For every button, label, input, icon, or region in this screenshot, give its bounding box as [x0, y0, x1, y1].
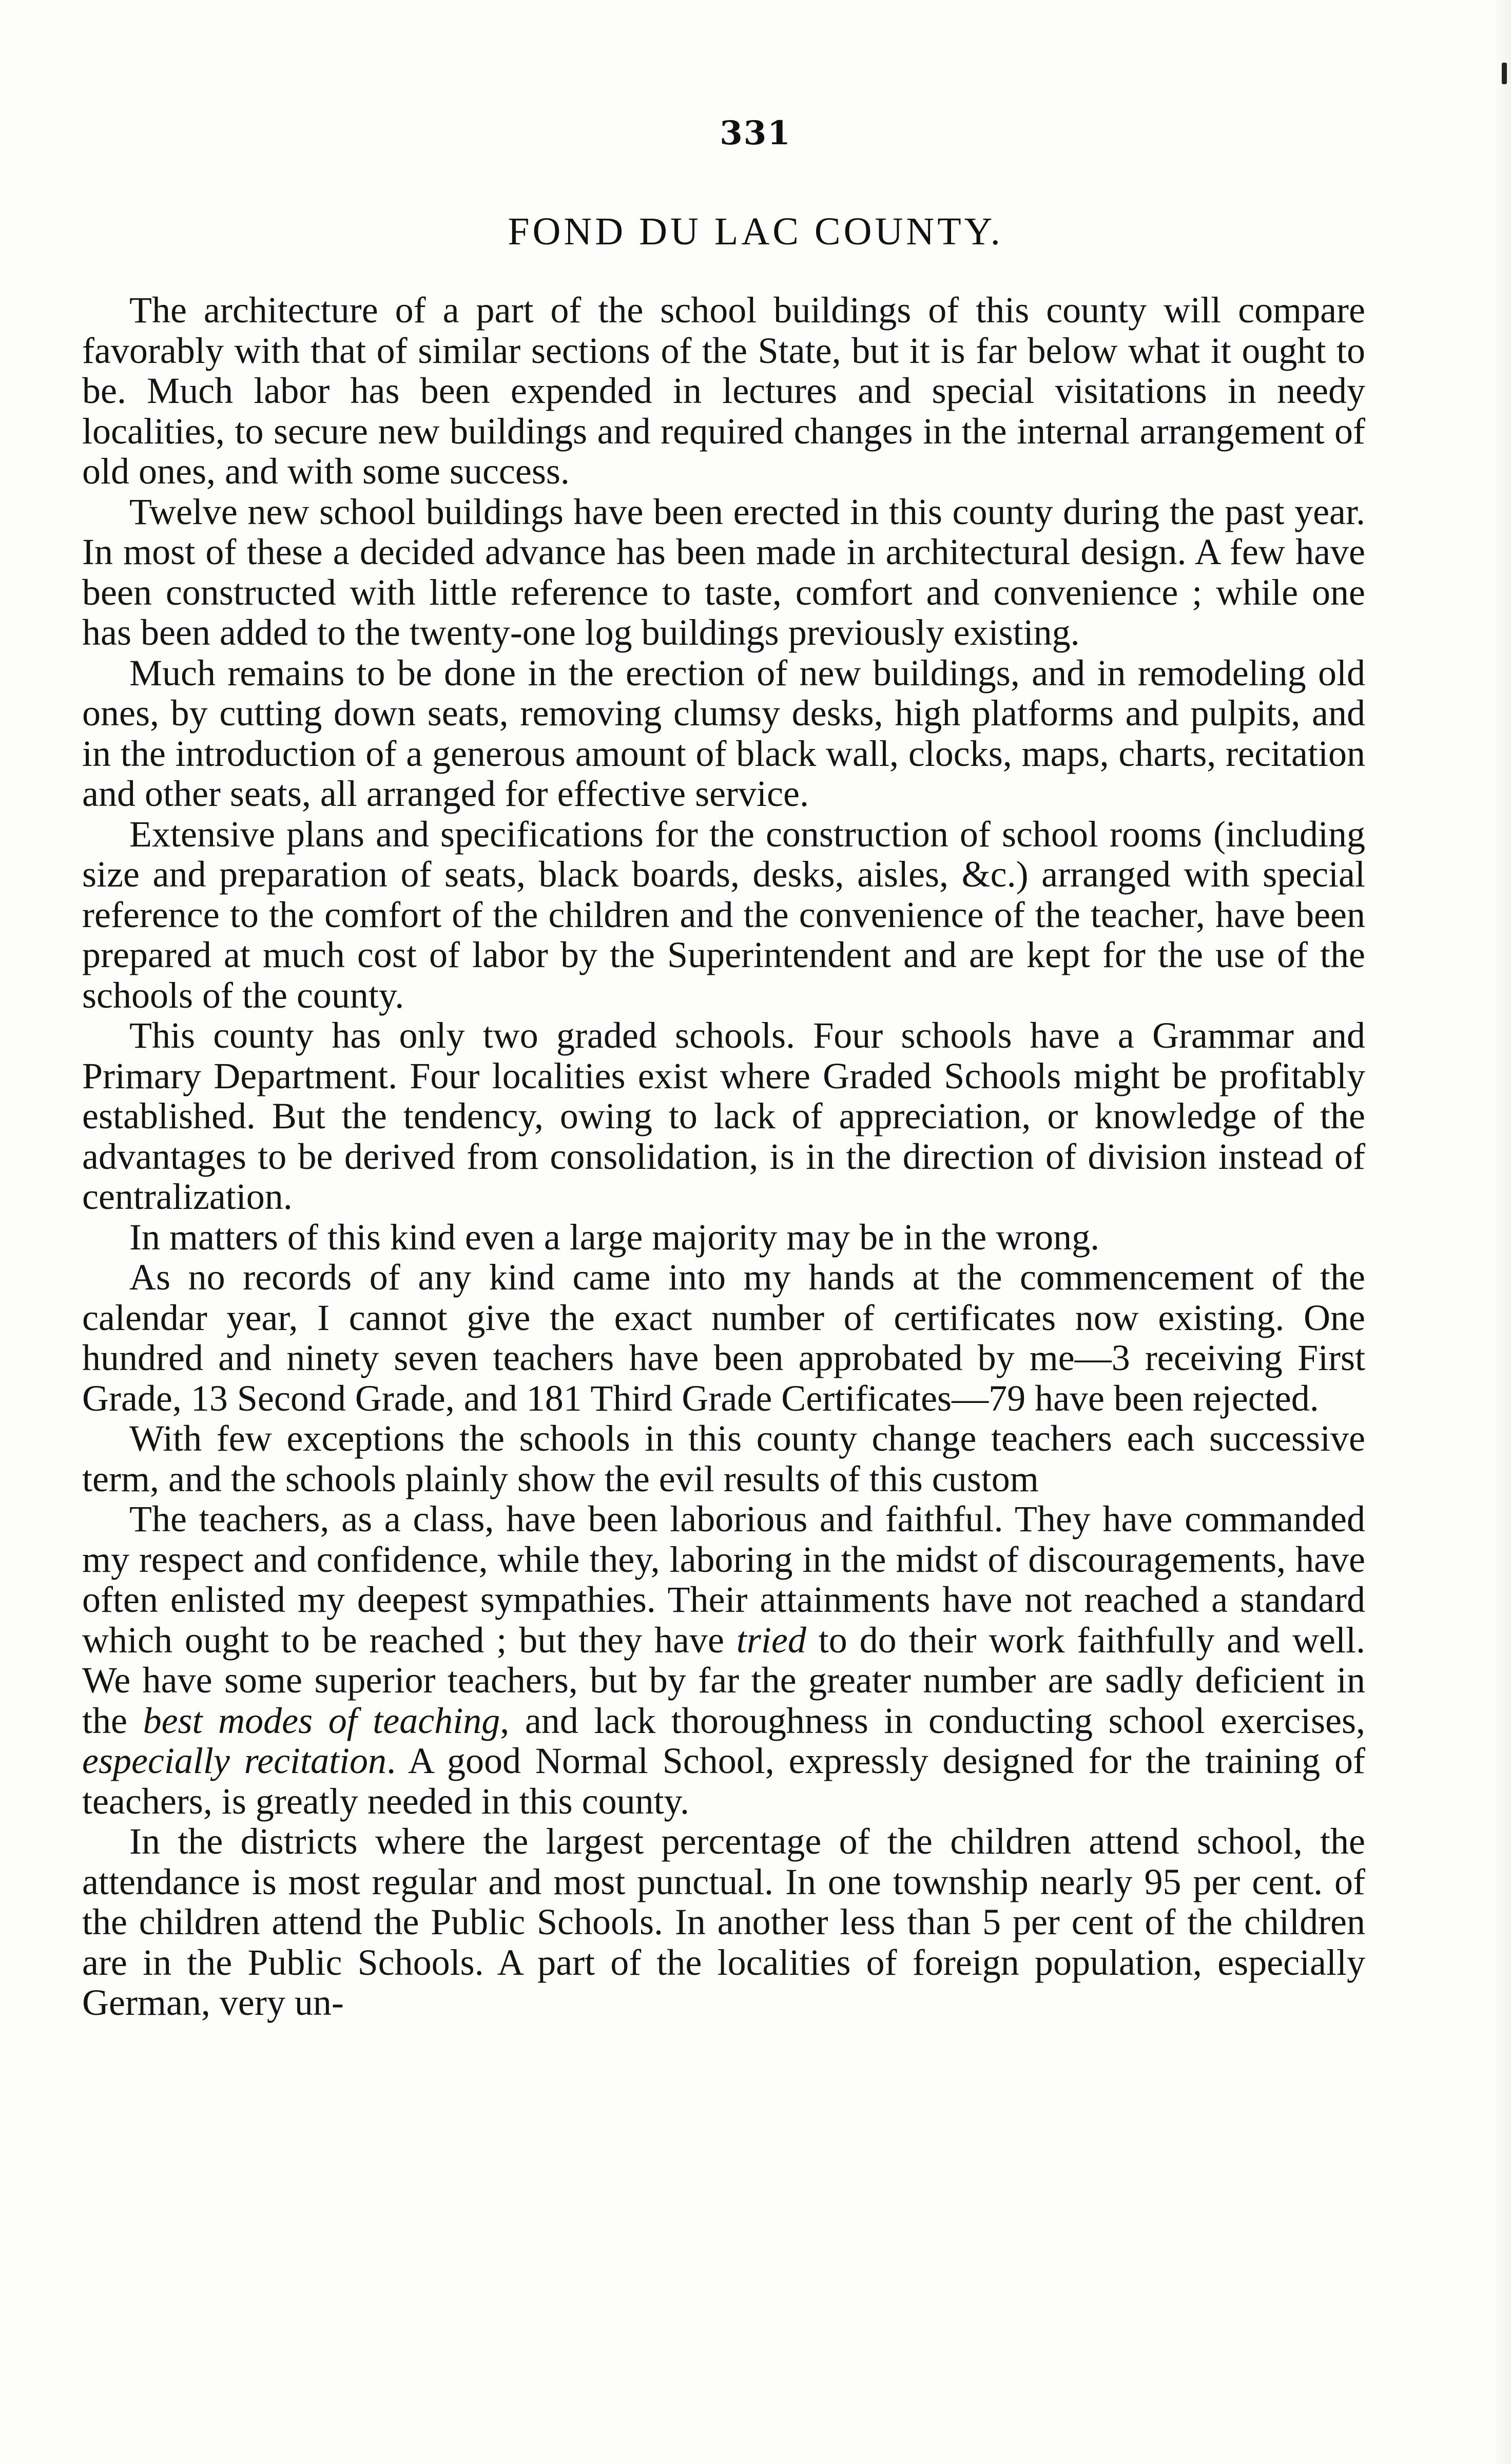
section-title: FOND DU LAC COUNTY. — [508, 210, 1003, 253]
italic-phrase: especially recitation — [82, 1740, 387, 1781]
italic-phrase: tried — [736, 1619, 806, 1661]
paragraph-change-teachers: With few exceptions the schools in this county change teachers each successive term, and the schools plainly show the evil results of this custom — [82, 1418, 1365, 1499]
paragraph-majority: In matters of this kind even a large majority may be in the wrong. — [129, 1216, 1100, 1258]
paragraph-certificates: As no records of any kind came into my hands at the commencement of the calendar year, I cannot give the exact number of certificates now existing. One hundred and ninety seven teachers have been approbated by me—3 receiving First Grade, 13 Second Grade, and 181 Third Grade Certificates—79 have been rejected. — [82, 1257, 1365, 1419]
edge-mark — [1502, 63, 1507, 84]
paragraph-architecture: The architecture of a part of the school buildings of this county will compare favorably with that of similar sections of the State, but it is far below what it ought to be. Much labor has been expended in lectures and special visitations in needy localities, to secure new buildings and required changes in the internal arrangement of old ones, and with some success. — [82, 290, 1365, 492]
paragraph-graded-schools: This county has only two graded schools. Four schools have a Grammar and Primary Department. Four localities exist where Graded Schools might be profitably established. But the tendency, owing to lack of appreciation, or knowledge of the advantages to be derived from consolidation, is in the direction of division instead of centralization. — [82, 1015, 1365, 1217]
paragraph-remodeling: Much remains to be done in the erection of new buildings, and in remodeling old ones, by cutting down seats, removing clumsy desks, high platforms and pulpits, and in the introduction of a generous amount of black wall, clocks, maps, charts, recitation and other seats, all arranged for effective service. — [82, 652, 1365, 814]
body-text — [82, 290, 1365, 2023]
paragraph-new-buildings: Twelve new school buildings have been erected in this county during the past year. In most of these a decided advance has been made in architectural design. A few have been constructed with little reference to taste, comfort and convenience ; while one has been added to the twenty-one log buildings previously existing. — [82, 491, 1365, 653]
page-number: 331 — [720, 114, 791, 152]
italic-phrase: best modes of teaching — [143, 1700, 500, 1741]
paragraph-attendance: In the districts where the largest percentage of the children attend school, the attendance is most regular and most punctual. In one township nearly 95 per cent. of the children attend the Public Schools. In another less than 5 per cent of the children are in the Public Schools. A part of the localities of foreign population, especially German, very un- — [82, 1821, 1365, 2023]
page-edge-shading — [1494, 0, 1511, 2464]
paragraph-teachers-class: The teachers, as a class, have been laborious and faithful. They have commanded my respect and confidence, while they, laboring in the midst of discouragements, have often enlisted my deepest sympathies. Their attainments have not reached a standard which ought to be reached ; but they have tried to do their work faithfully and well. We have some superior teachers, but by far the greater number are sadly deficient in the best modes of teaching, and lack thoroughness in conducting school exercises, especially recitation. A good Normal School, expressly designed for the training of teachers, is greatly needed in this county. — [82, 1498, 1366, 1822]
paragraph-plans: Extensive plans and specifications for the construction of school rooms (including size and preparation of seats, black boards, desks, aisles, &c.) arranged with special reference to the comfort of the children and the convenience of the teacher, have been prepared at much cost of labor by the Superintendent and are kept for the use of the schools of the county. — [82, 813, 1365, 1016]
